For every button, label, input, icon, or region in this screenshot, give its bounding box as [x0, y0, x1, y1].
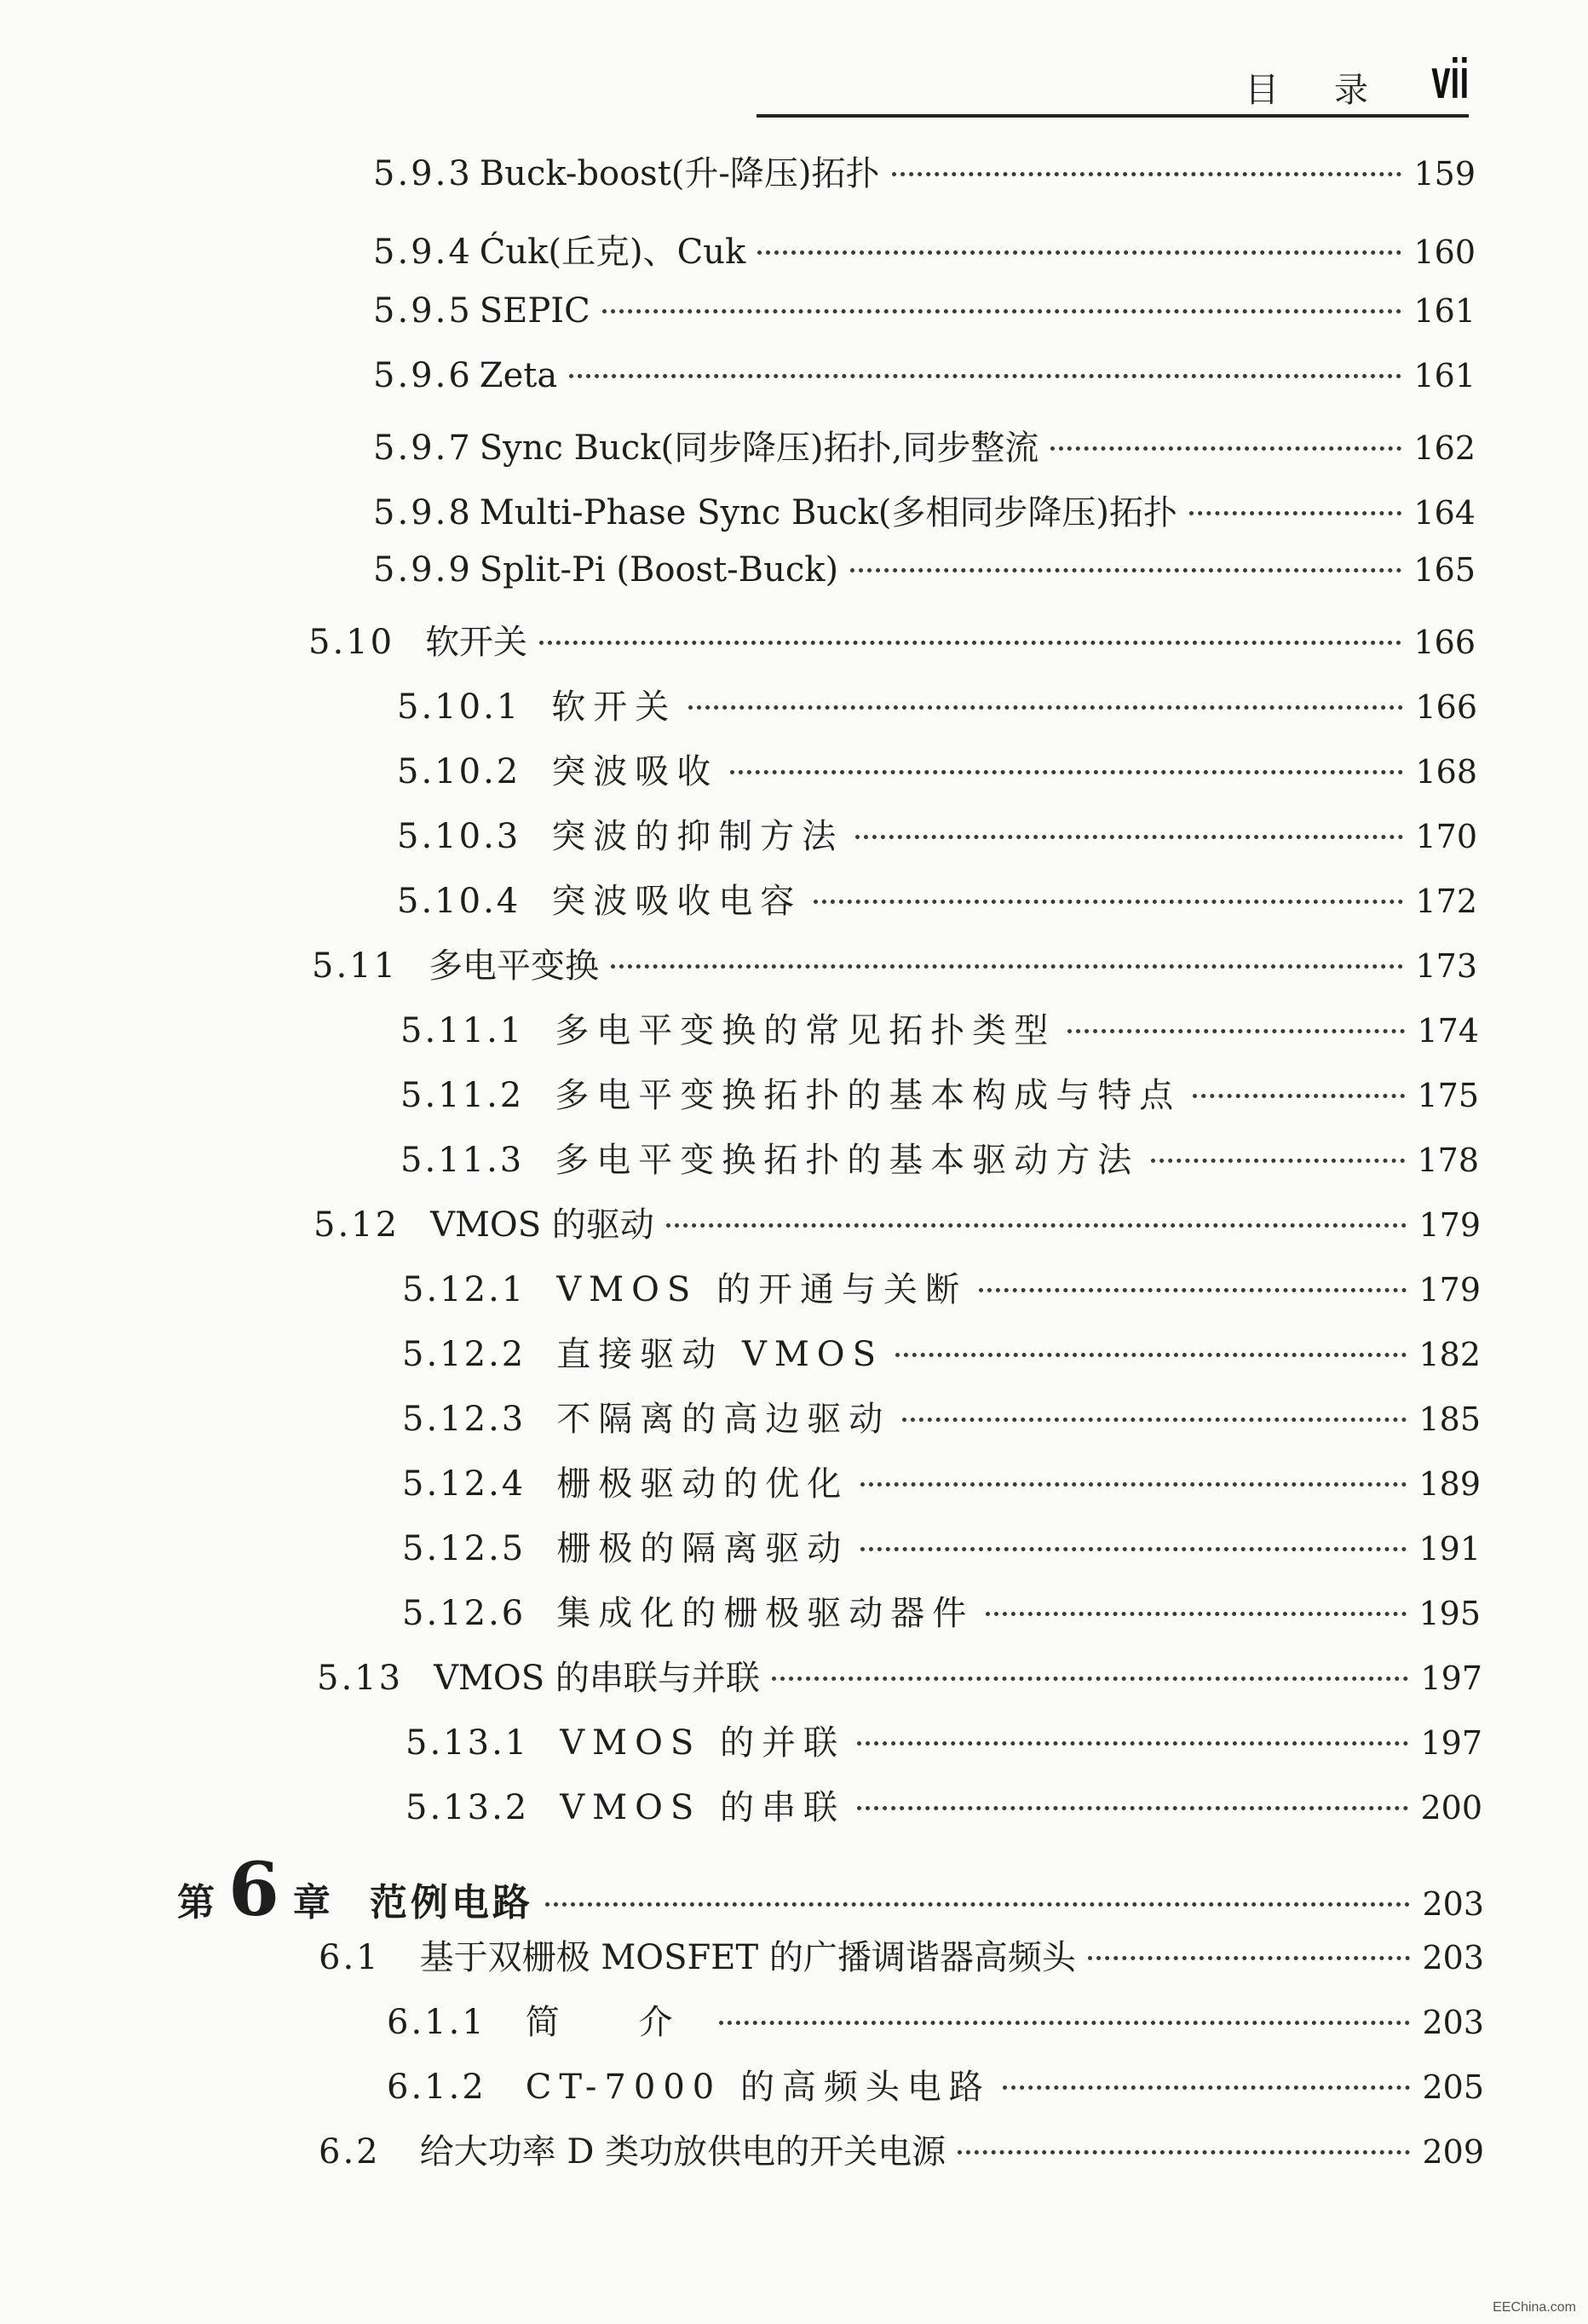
toc-page: 189 [1418, 1465, 1481, 1503]
toc-title: Zeta [479, 356, 558, 395]
toc-page: 161 [1413, 357, 1476, 394]
toc-title: Split-Pi (Boost-Buck) [479, 550, 839, 590]
toc-leader [860, 1547, 1407, 1551]
toc-number: 5.13 [317, 1659, 404, 1698]
header-rule [757, 114, 1469, 118]
toc-leader [860, 1482, 1407, 1487]
toc-title: 多电平变换拓扑的基本构成与特点 [555, 1076, 1182, 1115]
toc-title: SEPIC [479, 291, 590, 331]
toc-title: 多电平变换的常见拓扑类型 [555, 1011, 1056, 1050]
toc-number: 6.1.2 [387, 2068, 486, 2107]
toc-entry[interactable] [314, 1198, 1481, 1249]
toc-title: VMOS 的驱动 [430, 1205, 654, 1245]
toc-leader [602, 309, 1402, 314]
toc-page: 166 [1413, 624, 1476, 661]
chapter-number: 6 [228, 1847, 279, 1933]
toc-number: 5.13.2 [406, 1788, 530, 1827]
toc-number: 5.9.7 [373, 429, 473, 468]
toc-page: 174 [1417, 1012, 1479, 1050]
toc-entry[interactable] [402, 1327, 1481, 1378]
header-page-number: vii [1430, 47, 1469, 110]
toc-number: 5.9.9 [373, 550, 473, 590]
toc-leader [1088, 1956, 1411, 1960]
toc-title: 突波的抑制方法 [551, 817, 844, 856]
toc-entry[interactable] [402, 1586, 1481, 1637]
toc-page: 205 [1422, 2068, 1484, 2106]
toc-number: 5.10 [308, 623, 395, 662]
toc-number: 5.11 [312, 946, 399, 986]
toc-entry[interactable] [317, 1651, 1482, 1702]
toc-entry[interactable] [400, 1004, 1479, 1055]
toc-page: 164 [1413, 494, 1476, 532]
toc-number: 5.11.3 [400, 1141, 525, 1180]
toc-number: 5.9.5 [373, 291, 473, 331]
toc-entry[interactable] [308, 615, 1476, 666]
toc-leader [902, 1418, 1407, 1422]
toc-title: 软开关 [425, 623, 528, 662]
toc-page: 209 [1422, 2133, 1484, 2171]
toc-entry[interactable] [373, 225, 1476, 276]
toc-number: 5.10.3 [397, 817, 521, 856]
toc-entry[interactable] [397, 745, 1477, 796]
toc-number: 6.2 [319, 2132, 381, 2172]
toc-number: 5.12.4 [402, 1464, 526, 1504]
toc-title: 不隔离的高边驱动 [556, 1400, 891, 1439]
toc-number: 5.9.8 [373, 493, 473, 532]
toc-title: 多电平变换拓扑的基本驱动方法 [555, 1141, 1140, 1180]
toc-page: 165 [1413, 551, 1476, 589]
toc-title: 栅极的隔离驱动 [556, 1529, 849, 1568]
toc-title: 突波吸收电容 [551, 882, 803, 921]
toc-leader [611, 964, 1403, 969]
toc-page: 159 [1413, 155, 1476, 193]
toc-leader [857, 1741, 1408, 1746]
toc-page: 173 [1415, 947, 1477, 985]
toc-title: 栅极驱动的优化 [556, 1464, 849, 1504]
toc-title: Multi-Phase Sync Buck(多相同步降压)拓扑 [479, 493, 1177, 532]
toc-leader [730, 770, 1403, 774]
toc-title: 基于双栅极 MOSFET 的广播调谐器高频头 [419, 1938, 1076, 1977]
toc-leader [895, 1353, 1407, 1357]
toc-page: 166 [1415, 688, 1477, 726]
toc-number: 5.12.5 [402, 1529, 526, 1568]
toc-number: 5.12.1 [402, 1270, 526, 1309]
toc-leader [814, 900, 1403, 904]
toc-number: 6.1.1 [387, 2003, 486, 2042]
toc-page: 203 [1422, 1939, 1484, 1976]
toc-entry[interactable] [319, 2125, 1484, 2176]
toc-number: 5.12.2 [402, 1335, 526, 1374]
toc-leader [857, 1806, 1408, 1810]
chapter-page: 203 [1422, 1885, 1484, 1923]
toc-entry[interactable] [397, 809, 1477, 860]
toc-leader [757, 250, 1401, 255]
toc-number: 5.9.4 [373, 233, 473, 272]
toc-title: 突波吸收 [551, 752, 719, 791]
toc-leader [719, 2021, 1411, 2025]
toc-entry[interactable] [406, 1780, 1482, 1832]
toc-entry[interactable] [402, 1457, 1481, 1508]
toc-leader [1189, 511, 1401, 515]
toc-page: 170 [1415, 818, 1477, 855]
toc-page: 161 [1413, 292, 1476, 330]
toc-leader [666, 1223, 1407, 1228]
toc-entry[interactable] [402, 1263, 1481, 1314]
toc-page: 182 [1418, 1336, 1481, 1373]
toc-title: VMOS 的并联 [560, 1723, 845, 1763]
toc-page: 185 [1418, 1401, 1481, 1438]
toc-number: 5.10.4 [397, 882, 521, 921]
toc-leader [569, 374, 1401, 378]
toc-entry[interactable] [373, 550, 1476, 601]
toc-entry[interactable] [373, 291, 1476, 342]
toc-number: 5.10.2 [397, 752, 521, 791]
watermark: EEChina.com [1493, 2300, 1576, 2315]
toc-page: 195 [1418, 1595, 1481, 1632]
toc-entry[interactable] [402, 1392, 1481, 1443]
toc-title: 多电平变换 [429, 946, 600, 986]
toc-page: 203 [1422, 2004, 1484, 2041]
toc-chapter-heading[interactable] [177, 1847, 1484, 1932]
toc-leader [1193, 1094, 1405, 1098]
toc-title: Ćuk(丘克)、Cuk [479, 233, 746, 272]
toc-page: 197 [1420, 1660, 1482, 1697]
chapter-suffix: 章 [292, 1881, 331, 1924]
toc-page: 179 [1418, 1271, 1481, 1309]
toc-leader [772, 1677, 1409, 1681]
toc-entry[interactable] [400, 1068, 1479, 1119]
toc-entry[interactable] [406, 1716, 1482, 1767]
toc-title: Sync Buck(同步降压)拓扑,同步整流 [479, 429, 1039, 468]
toc-page: 175 [1417, 1077, 1479, 1114]
header-label: 目 录 [1245, 71, 1390, 110]
toc-number: 5.11.2 [400, 1076, 525, 1115]
toc-title: 直接驱动 VMOS [556, 1335, 883, 1374]
toc-leader [545, 1902, 1411, 1907]
toc-entry[interactable] [397, 680, 1477, 731]
toc-number: 5.12 [314, 1205, 400, 1245]
running-header [757, 47, 1469, 119]
toc-entry[interactable] [387, 1995, 1484, 2046]
toc-page: 200 [1420, 1789, 1482, 1826]
toc-leader [850, 568, 1401, 572]
toc-page: 160 [1413, 233, 1476, 271]
toc-entry[interactable] [397, 874, 1477, 925]
toc-page: 191 [1418, 1530, 1481, 1568]
toc-number: 6.1 [319, 1938, 381, 1977]
toc-entry[interactable] [373, 147, 1476, 198]
toc-number: 5.11.1 [400, 1011, 525, 1050]
toc-entry[interactable] [402, 1522, 1481, 1573]
toc-page: 162 [1413, 429, 1476, 467]
toc-number: 5.9.6 [373, 356, 473, 395]
toc-number: 5.10.1 [397, 687, 521, 727]
toc-title: VMOS 的串联与并联 [434, 1659, 760, 1698]
toc-entry[interactable] [400, 1133, 1479, 1184]
toc-title: 集成化的栅极驱动器件 [556, 1594, 975, 1633]
toc-leader [855, 835, 1403, 839]
toc-number: 5.12.3 [402, 1400, 526, 1439]
toc-leader [986, 1612, 1407, 1616]
toc-page: 197 [1420, 1724, 1482, 1762]
toc-leader [958, 2150, 1410, 2154]
toc-title: 软开关 [551, 687, 677, 727]
toc-leader [1151, 1159, 1405, 1163]
toc-leader [892, 172, 1402, 176]
toc-entry[interactable] [373, 356, 1476, 407]
toc-page: 178 [1417, 1142, 1479, 1179]
toc-entry[interactable] [319, 1930, 1484, 1982]
toc-title: 简 介 [525, 2003, 707, 2042]
toc-title: Buck-boost(升-降压)拓扑 [479, 154, 880, 193]
toc-entry[interactable] [312, 939, 1477, 990]
toc-entry[interactable] [373, 486, 1476, 537]
toc-entry[interactable] [387, 2060, 1484, 2111]
toc-leader [688, 705, 1403, 710]
chapter-title: 范例电路 [369, 1881, 533, 1924]
toc-leader [1067, 1029, 1405, 1033]
toc-title: VMOS 的串联 [560, 1788, 845, 1827]
toc-page: 168 [1415, 753, 1477, 791]
toc-title: 给大功率 D 类功放供电的开关电源 [419, 2132, 946, 2172]
toc-leader [1050, 446, 1401, 451]
toc-number: 5.13.1 [406, 1723, 530, 1763]
toc-number: 5.9.3 [373, 154, 473, 193]
toc-leader [1003, 2085, 1411, 2090]
toc-title: VMOS 的开通与关断 [556, 1270, 967, 1309]
toc-leader [979, 1288, 1407, 1292]
toc-leader [539, 641, 1401, 645]
chapter-prefix: 第 [177, 1881, 215, 1924]
toc-entry[interactable] [373, 421, 1476, 472]
toc-title: CT-7000 的高频头电路 [525, 2068, 991, 2107]
toc-page: 172 [1415, 883, 1477, 920]
toc-number: 5.12.6 [402, 1594, 526, 1633]
toc-page: 179 [1418, 1206, 1481, 1244]
